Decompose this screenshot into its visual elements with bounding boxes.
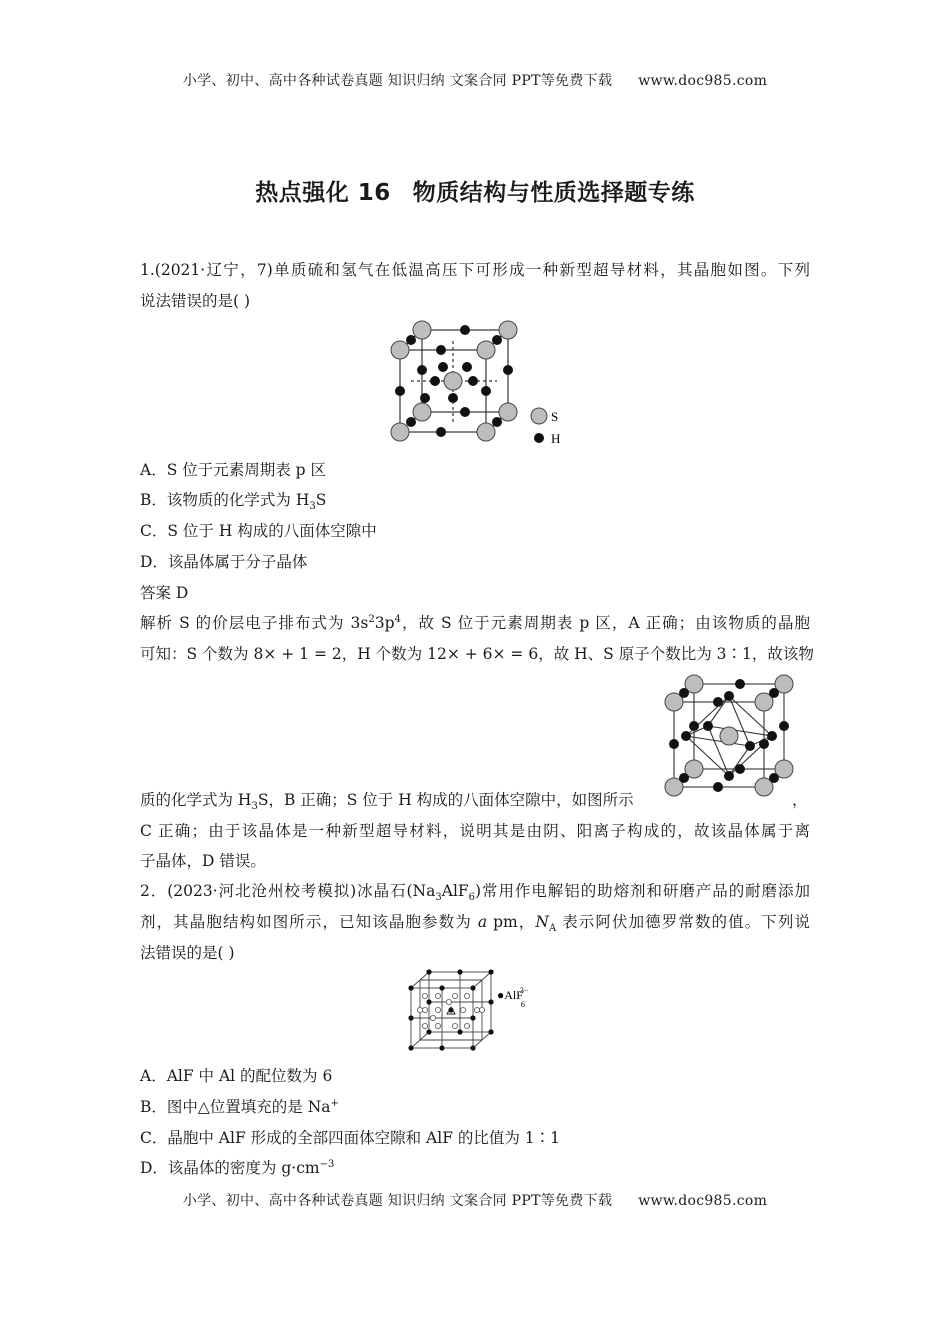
legend-s-label: S (551, 409, 559, 424)
title-main: 物质结构与性质选择题专练 (412, 180, 695, 206)
page-title (0, 174, 950, 207)
legend-h-label: H (551, 431, 561, 446)
q1-analysis-line3: 质的化学式为 $H_3S$，B 正确；S 位于 H 构成的八面体空隙中，如图所示 (140, 791, 634, 813)
q1-analysis-line5: 子晶体，D 错误。 (140, 852, 266, 870)
q1-analysis-line3-end: ， (792, 791, 808, 809)
header-site-link[interactable]: www.doc985.com (638, 73, 768, 89)
q2-option-d: D．该晶体的密度为 $g\cdot cm^{-3}$ (140, 1158, 335, 1177)
q2-stem-line1: 2．(2023·河北沧州校考模拟)冰晶石$(Na_3AlF_6)$常用作电解铝的助熔剂和研磨产品的耐磨添加 (140, 882, 810, 904)
q1-option-d: D．该晶体属于分子晶体 (140, 553, 308, 571)
q1-option-c: C．S 位于 H 构成的八面体空隙中 (140, 522, 377, 540)
q1-analysis-line2: 可知：S 个数为 8× + 1 = 2，H 个数为 12× + 6× = 6，故 H、S 原子个数比为 3∶1，故该物 (140, 645, 814, 663)
q1-answer: 答案 D (140, 584, 189, 602)
q1-crystal-figure (385, 318, 570, 450)
header-text: 小学、初中、高中各种试卷真题 知识归纳 文案合同 PPT等免费下载 (182, 73, 613, 89)
q2-stem-line3: 法错误的是( ) (140, 944, 235, 962)
title-prefix: 热点强化 16 (255, 180, 391, 206)
q2-legend-label: ●AlF 63− (497, 986, 529, 1009)
q2-option-a: A．AlF 中 Al 的配位数为 6 (140, 1067, 333, 1085)
q1-option-a: A．S 位于元素周期表 p 区 (140, 461, 327, 479)
q1-stem-line2: 说法错误的是( ) (140, 292, 251, 310)
legend-h-marker (534, 433, 544, 443)
legend-s-marker (531, 408, 547, 424)
q1-octahedron-figure (660, 670, 795, 800)
q1-analysis-line4: C 正确；由于该晶体是一种新型超导材料，说明其是由阴、阳离子构成的，故该晶体属于离 (140, 822, 810, 840)
q2-option-b: B．图中△位置填充的是 Na+ (140, 1097, 339, 1116)
page-footer (0, 1190, 950, 1210)
q1-analysis-line1: 解析 S 的价层电子排布式为 $3s^23p^4$，故 S 位于元素周期表 p 区，A 正确；由该物质的晶胞 (140, 613, 811, 632)
q2-option-c: C．晶胞中 AlF 形成的全部四面体空隙和 AlF 的比值为 1∶1 (140, 1129, 561, 1147)
footer-text: 小学、初中、高中各种试卷真题 知识归纳 文案合同 PPT等免费下载 (182, 1193, 613, 1209)
footer-site-link[interactable]: www.doc985.com (638, 1193, 768, 1209)
page-header (0, 70, 950, 90)
q2-crystal-figure (405, 966, 560, 1052)
q1-stem-line1: 1.(2021·辽宁，7)单质硫和氢气在低温高压下可形成一种新型超导材料，其晶胞如图。下列 (140, 261, 810, 279)
q1-option-b: B．该物质的化学式为 $H_3S$ (140, 491, 327, 513)
q2-stem-line2: 剂，其晶胞结构如图所示，已知该晶胞参数为 a pm，$N_A$ 表示阿伏加德罗常数的值。下列说 (140, 913, 810, 935)
